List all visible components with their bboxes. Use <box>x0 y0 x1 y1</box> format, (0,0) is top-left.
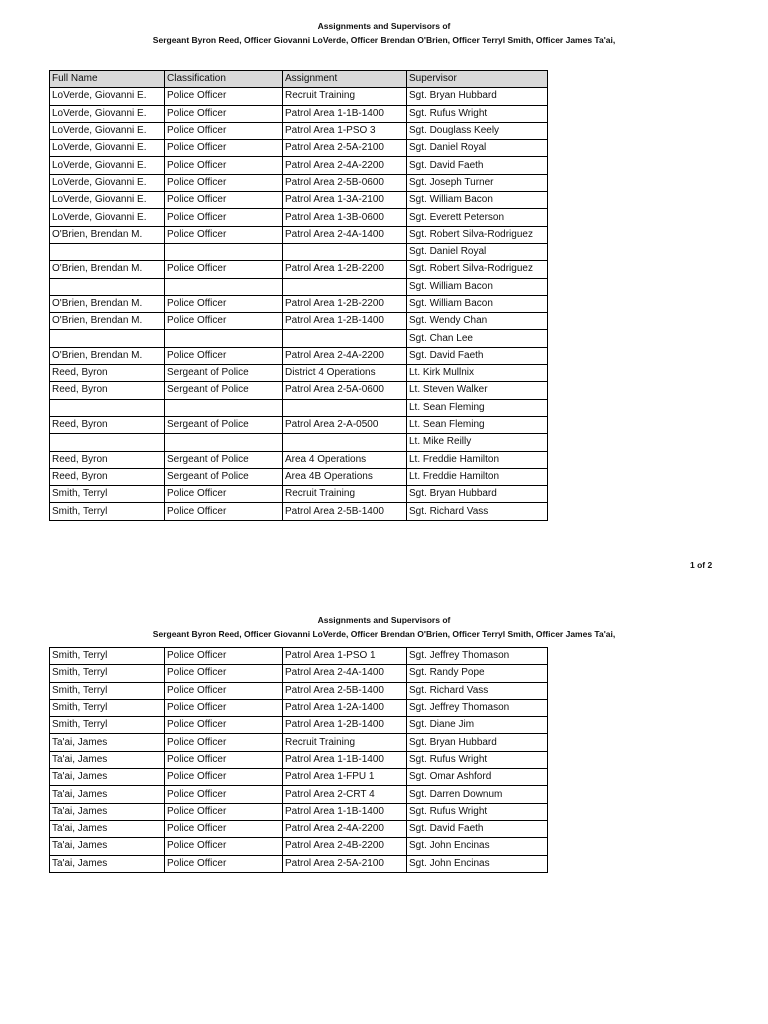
cell-supervisor: Sgt. Daniel Royal <box>407 243 548 260</box>
cell-full-name: LoVerde, Giovanni E. <box>50 140 165 157</box>
cell-assignment: Patrol Area 1-1B-1400 <box>283 803 407 820</box>
page2-subtitle: Sergeant Byron Reed, Officer Giovanni LoVerde, Officer Brendan O'Brien, Officer Terryl Smith, Officer James Ta'ai, <box>152 629 616 639</box>
cell-assignment: Patrol Area 1-2B-2200 <box>283 295 407 312</box>
cell-classification: Police Officer <box>165 122 283 139</box>
cell-classification: Sergeant of Police <box>165 468 283 485</box>
table-row <box>50 751 548 768</box>
cell-supervisor: Sgt. Richard Vass <box>407 682 548 699</box>
cell-full-name: Ta'ai, James <box>50 820 165 837</box>
cell-classification: Police Officer <box>165 803 283 820</box>
cell-full-name: Ta'ai, James <box>50 803 165 820</box>
table-row <box>50 416 548 433</box>
cell-assignment: District 4 Operations <box>283 365 407 382</box>
cell-full-name <box>50 434 165 451</box>
cell-assignment: Patrol Area 2-4A-1400 <box>283 226 407 243</box>
cell-assignment <box>283 330 407 347</box>
cell-supervisor: Sgt. Omar Ashford <box>407 769 548 786</box>
table-row <box>50 648 548 665</box>
cell-supervisor: Sgt. David Faeth <box>407 347 548 364</box>
cell-supervisor: Sgt. Douglass Keely <box>407 122 548 139</box>
cell-classification: Police Officer <box>165 261 283 278</box>
table-row <box>50 665 548 682</box>
cell-classification <box>165 243 283 260</box>
page-number: 1 of 2 <box>690 560 713 570</box>
cell-classification: Police Officer <box>165 648 283 665</box>
cell-full-name: Smith, Terryl <box>50 699 165 716</box>
assignments-table-page1 <box>49 70 548 521</box>
cell-assignment: Patrol Area 1-1B-1400 <box>283 105 407 122</box>
table-header-row <box>50 71 548 88</box>
cell-assignment: Patrol Area 1-2A-1400 <box>283 699 407 716</box>
table-row <box>50 347 548 364</box>
table-row <box>50 468 548 485</box>
header-classification: Classification <box>165 71 283 88</box>
cell-full-name: Reed, Byron <box>50 416 165 433</box>
cell-full-name: Ta'ai, James <box>50 769 165 786</box>
table-row <box>50 699 548 716</box>
cell-classification: Police Officer <box>165 786 283 803</box>
cell-assignment: Patrol Area 1-PSO 1 <box>283 648 407 665</box>
cell-assignment: Area 4B Operations <box>283 468 407 485</box>
cell-supervisor: Sgt. Chan Lee <box>407 330 548 347</box>
cell-full-name: LoVerde, Giovanni E. <box>50 88 165 105</box>
cell-assignment: Recruit Training <box>283 734 407 751</box>
cell-classification <box>165 330 283 347</box>
cell-supervisor: Sgt. David Faeth <box>407 820 548 837</box>
cell-assignment: Patrol Area 2-A-0500 <box>283 416 407 433</box>
cell-full-name: Smith, Terryl <box>50 717 165 734</box>
table-row <box>50 399 548 416</box>
cell-full-name: O'Brien, Brendan M. <box>50 261 165 278</box>
cell-full-name: O'Brien, Brendan M. <box>50 295 165 312</box>
cell-full-name: Smith, Terryl <box>50 486 165 503</box>
cell-classification: Police Officer <box>165 855 283 872</box>
table-row <box>50 717 548 734</box>
table-row <box>50 157 548 174</box>
cell-classification <box>165 434 283 451</box>
cell-full-name: Ta'ai, James <box>50 751 165 768</box>
cell-classification: Police Officer <box>165 717 283 734</box>
cell-full-name: Reed, Byron <box>50 382 165 399</box>
cell-assignment: Patrol Area 1-2B-1400 <box>283 313 407 330</box>
cell-full-name <box>50 330 165 347</box>
assignments-table-page2 <box>49 647 548 873</box>
cell-assignment: Patrol Area 2-4A-2200 <box>283 820 407 837</box>
cell-full-name: Ta'ai, James <box>50 855 165 872</box>
cell-classification <box>165 278 283 295</box>
table-row <box>50 820 548 837</box>
cell-full-name: Reed, Byron <box>50 451 165 468</box>
cell-full-name <box>50 243 165 260</box>
cell-supervisor: Sgt. Robert Silva-Rodriguez <box>407 261 548 278</box>
cell-supervisor: Sgt. Randy Pope <box>407 665 548 682</box>
cell-supervisor: Sgt. Rufus Wright <box>407 751 548 768</box>
cell-supervisor: Lt. Kirk Mullnix <box>407 365 548 382</box>
cell-supervisor: Sgt. Bryan Hubbard <box>407 486 548 503</box>
table-row <box>50 734 548 751</box>
table-row <box>50 88 548 105</box>
cell-supervisor: Sgt. Bryan Hubbard <box>407 88 548 105</box>
cell-supervisor: Sgt. Rufus Wright <box>407 105 548 122</box>
page2-title: Assignments and Supervisors of <box>317 615 451 625</box>
table-row <box>50 226 548 243</box>
table-row <box>50 451 548 468</box>
cell-assignment: Patrol Area 2-5B-1400 <box>283 682 407 699</box>
header-assignment: Assignment <box>283 71 407 88</box>
table-row <box>50 803 548 820</box>
cell-supervisor: Sgt. William Bacon <box>407 192 548 209</box>
cell-assignment: Patrol Area 2-4A-2200 <box>283 157 407 174</box>
cell-classification: Sergeant of Police <box>165 382 283 399</box>
cell-classification: Police Officer <box>165 157 283 174</box>
table-row <box>50 122 548 139</box>
cell-full-name: Smith, Terryl <box>50 682 165 699</box>
cell-classification: Police Officer <box>165 192 283 209</box>
table-row <box>50 209 548 226</box>
cell-classification: Police Officer <box>165 699 283 716</box>
cell-supervisor: Sgt. Wendy Chan <box>407 313 548 330</box>
cell-assignment: Recruit Training <box>283 486 407 503</box>
cell-supervisor: Sgt. Joseph Turner <box>407 174 548 191</box>
cell-assignment: Patrol Area 2-CRT 4 <box>283 786 407 803</box>
cell-classification: Police Officer <box>165 347 283 364</box>
cell-full-name: LoVerde, Giovanni E. <box>50 105 165 122</box>
cell-supervisor: Sgt. Jeffrey Thomason <box>407 699 548 716</box>
table-row <box>50 330 548 347</box>
table-row <box>50 503 548 520</box>
cell-assignment <box>283 399 407 416</box>
table-row <box>50 855 548 872</box>
cell-classification: Police Officer <box>165 751 283 768</box>
cell-assignment: Patrol Area 1-2B-1400 <box>283 717 407 734</box>
header-full-name: Full Name <box>50 71 165 88</box>
cell-classification: Police Officer <box>165 486 283 503</box>
cell-assignment: Patrol Area 1-PSO 3 <box>283 122 407 139</box>
cell-full-name: Smith, Terryl <box>50 648 165 665</box>
cell-assignment: Patrol Area 1-FPU 1 <box>283 769 407 786</box>
cell-assignment: Patrol Area 2-5A-2100 <box>283 855 407 872</box>
cell-supervisor: Sgt. Bryan Hubbard <box>407 734 548 751</box>
cell-full-name: LoVerde, Giovanni E. <box>50 192 165 209</box>
cell-supervisor: Sgt. Everett Peterson <box>407 209 548 226</box>
table-row <box>50 192 548 209</box>
cell-assignment: Patrol Area 2-4A-1400 <box>283 665 407 682</box>
cell-full-name: Ta'ai, James <box>50 786 165 803</box>
cell-supervisor: Lt. Freddie Hamilton <box>407 451 548 468</box>
cell-supervisor: Lt. Sean Fleming <box>407 416 548 433</box>
cell-supervisor: Sgt. Daniel Royal <box>407 140 548 157</box>
table-row <box>50 313 548 330</box>
cell-assignment: Recruit Training <box>283 88 407 105</box>
cell-classification: Police Officer <box>165 209 283 226</box>
cell-classification: Police Officer <box>165 140 283 157</box>
cell-assignment: Patrol Area 1-3B-0600 <box>283 209 407 226</box>
cell-classification: Police Officer <box>165 503 283 520</box>
table-row <box>50 434 548 451</box>
cell-classification: Police Officer <box>165 734 283 751</box>
cell-classification: Police Officer <box>165 88 283 105</box>
cell-classification: Police Officer <box>165 665 283 682</box>
cell-assignment: Patrol Area 2-4A-2200 <box>283 347 407 364</box>
cell-full-name: LoVerde, Giovanni E. <box>50 157 165 174</box>
cell-full-name <box>50 399 165 416</box>
table-row <box>50 243 548 260</box>
cell-supervisor: Lt. Sean Fleming <box>407 399 548 416</box>
cell-full-name: O'Brien, Brendan M. <box>50 313 165 330</box>
cell-classification: Police Officer <box>165 174 283 191</box>
cell-supervisor: Sgt. Darren Downum <box>407 786 548 803</box>
table-row <box>50 769 548 786</box>
cell-assignment <box>283 278 407 295</box>
cell-full-name: Reed, Byron <box>50 468 165 485</box>
cell-supervisor: Sgt. Rufus Wright <box>407 803 548 820</box>
cell-classification: Sergeant of Police <box>165 451 283 468</box>
header-supervisor: Supervisor <box>407 71 548 88</box>
table-row <box>50 174 548 191</box>
table-row <box>50 382 548 399</box>
cell-full-name: LoVerde, Giovanni E. <box>50 209 165 226</box>
page1-subtitle: Sergeant Byron Reed, Officer Giovanni LoVerde, Officer Brendan O'Brien, Officer Terryl Smith, Officer James Ta'ai, <box>152 35 616 45</box>
table-row <box>50 838 548 855</box>
cell-classification: Police Officer <box>165 820 283 837</box>
cell-supervisor: Sgt. Diane Jim <box>407 717 548 734</box>
table-row <box>50 786 548 803</box>
cell-assignment: Patrol Area 2-5A-0600 <box>283 382 407 399</box>
cell-assignment: Patrol Area 2-5A-2100 <box>283 140 407 157</box>
cell-assignment: Patrol Area 1-1B-1400 <box>283 751 407 768</box>
cell-classification: Police Officer <box>165 838 283 855</box>
cell-supervisor: Sgt. Richard Vass <box>407 503 548 520</box>
cell-full-name: Smith, Terryl <box>50 665 165 682</box>
cell-classification: Police Officer <box>165 226 283 243</box>
cell-supervisor: Lt. Mike Reilly <box>407 434 548 451</box>
cell-full-name: Ta'ai, James <box>50 734 165 751</box>
cell-assignment: Patrol Area 2-5B-1400 <box>283 503 407 520</box>
cell-supervisor: Sgt. John Encinas <box>407 838 548 855</box>
table-row <box>50 278 548 295</box>
cell-assignment: Patrol Area 2-5B-0600 <box>283 174 407 191</box>
cell-supervisor: Sgt. William Bacon <box>407 278 548 295</box>
cell-classification: Sergeant of Police <box>165 365 283 382</box>
cell-full-name: O'Brien, Brendan M. <box>50 347 165 364</box>
cell-assignment: Patrol Area 1-2B-2200 <box>283 261 407 278</box>
table-row <box>50 261 548 278</box>
cell-classification: Police Officer <box>165 769 283 786</box>
table-row <box>50 682 548 699</box>
cell-classification: Police Officer <box>165 295 283 312</box>
cell-supervisor: Sgt. Robert Silva-Rodriguez <box>407 226 548 243</box>
cell-classification: Police Officer <box>165 313 283 330</box>
cell-supervisor: Lt. Steven Walker <box>407 382 548 399</box>
table-row <box>50 105 548 122</box>
cell-assignment: Patrol Area 2-4B-2200 <box>283 838 407 855</box>
cell-full-name: LoVerde, Giovanni E. <box>50 122 165 139</box>
cell-assignment: Area 4 Operations <box>283 451 407 468</box>
cell-supervisor: Lt. Freddie Hamilton <box>407 468 548 485</box>
cell-supervisor: Sgt. David Faeth <box>407 157 548 174</box>
cell-assignment <box>283 243 407 260</box>
cell-assignment: Patrol Area 1-3A-2100 <box>283 192 407 209</box>
cell-supervisor: Sgt. John Encinas <box>407 855 548 872</box>
cell-full-name: O'Brien, Brendan M. <box>50 226 165 243</box>
cell-classification: Sergeant of Police <box>165 416 283 433</box>
cell-classification: Police Officer <box>165 682 283 699</box>
page1-title: Assignments and Supervisors of <box>317 21 451 31</box>
cell-full-name: Smith, Terryl <box>50 503 165 520</box>
cell-full-name: LoVerde, Giovanni E. <box>50 174 165 191</box>
cell-full-name <box>50 278 165 295</box>
cell-full-name: Reed, Byron <box>50 365 165 382</box>
cell-full-name: Ta'ai, James <box>50 838 165 855</box>
table-row <box>50 486 548 503</box>
table-row <box>50 365 548 382</box>
cell-supervisor: Sgt. Jeffrey Thomason <box>407 648 548 665</box>
table-row <box>50 140 548 157</box>
cell-supervisor: Sgt. William Bacon <box>407 295 548 312</box>
cell-classification <box>165 399 283 416</box>
cell-classification: Police Officer <box>165 105 283 122</box>
table-row <box>50 295 548 312</box>
cell-assignment <box>283 434 407 451</box>
